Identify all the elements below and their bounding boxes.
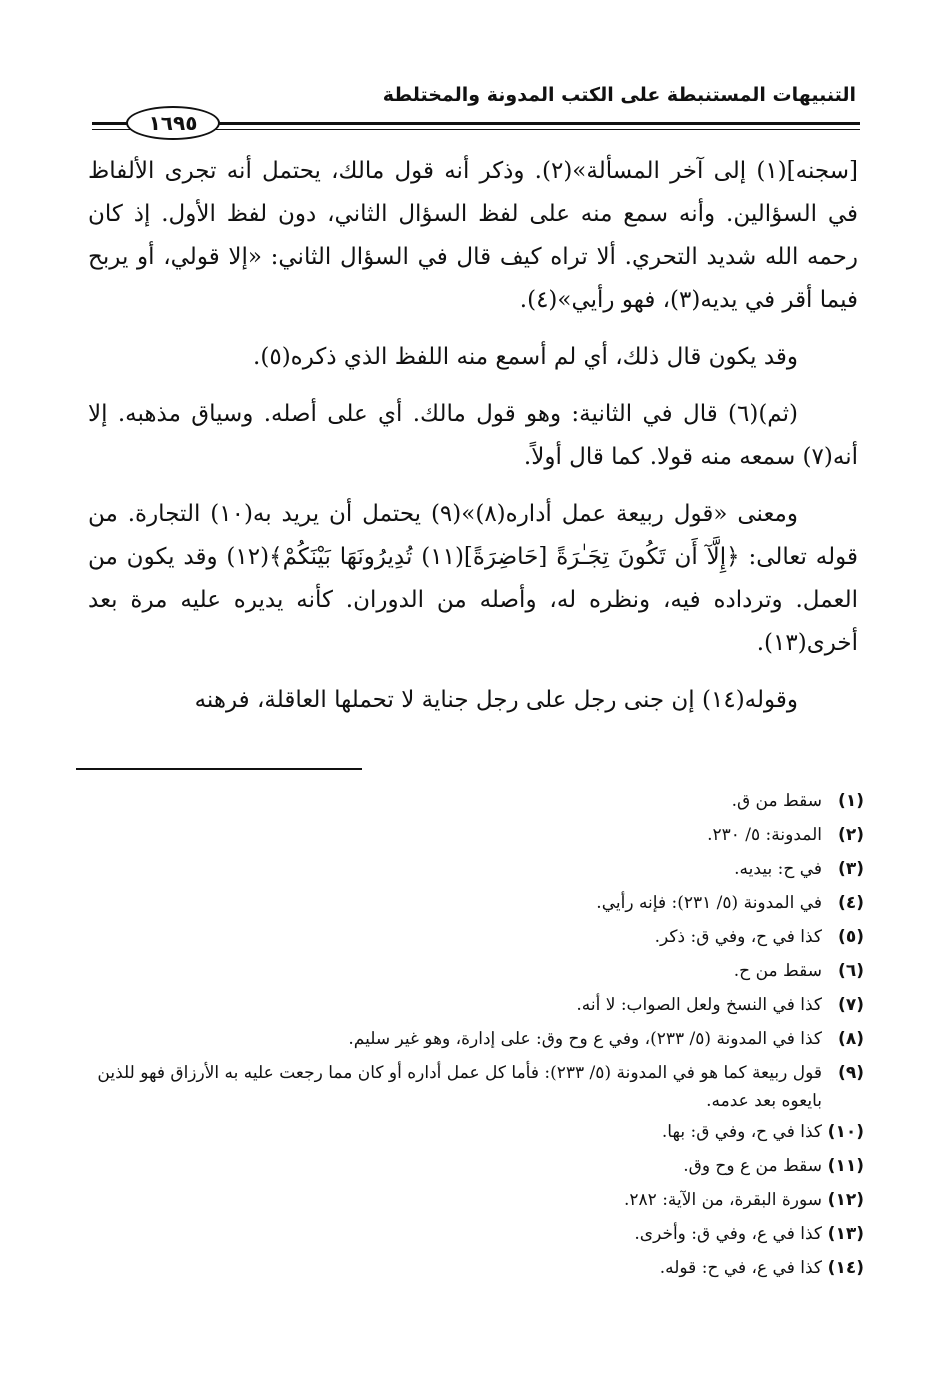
footnote-text: كذا في ح، وفي ق: ذكر. <box>654 927 822 947</box>
footnote-text: كذا في المدونة (٥/ ٢٣٣)، وفي ع وح وق: على إدارة، وهو غير سليم. <box>348 1029 822 1049</box>
footnote <box>90 988 864 1022</box>
footnote-number: (٣) <box>838 859 864 879</box>
footnote-number: (١١) <box>827 1156 864 1176</box>
footnote <box>90 818 864 852</box>
footnote-text: المدونة: ٥/ ٢٣٠. <box>707 825 822 845</box>
footnote <box>90 1251 864 1285</box>
footnote-text: سقط من ح. <box>733 961 822 981</box>
footnote-text: في المدونة (٥/ ٢٣١): فإنه رأيي. <box>596 893 822 913</box>
footnote-text: في ح: بيديه. <box>734 859 822 879</box>
main-text <box>88 150 858 722</box>
footnote-text: كذا في ع، في ح: قوله. <box>659 1258 822 1278</box>
footnote-number: (٢) <box>838 825 864 845</box>
footnote-text: سقط من ق. <box>731 791 822 811</box>
paragraph: وقوله(١٤) إن جنى رجل على رجل جناية لا تحملها العاقلة، فرهنه <box>194 687 798 713</box>
footnote-number: (٤) <box>838 893 864 913</box>
footnote-number: (١٢) <box>827 1190 864 1210</box>
footnote-number: (٥) <box>838 927 864 947</box>
footnote-number: (١) <box>838 791 864 811</box>
footnote-number: (١٣) <box>827 1224 864 1244</box>
footnote-number: (٨) <box>838 1029 864 1049</box>
footnote-number: (١٤) <box>827 1258 864 1278</box>
footnote-separator <box>76 768 362 770</box>
footnote-text: سقط من ع وح وق. <box>683 1156 822 1176</box>
footnote-number: (٦) <box>838 961 864 981</box>
footnote <box>90 784 864 818</box>
footnote <box>90 1056 864 1115</box>
footnote <box>90 1217 864 1251</box>
paragraph: ومعنى «قول ربيعة عمل أداره(٨)»(٩) يحتمل أن يريد به(١٠) التجارة. من قوله تعالى: ﴿إِلَّآ أَن تَكُونَ تِجَـٰرَةً [حَاضِرَةً](١١) تُدِيرُونَهَا بَيْنَكُمْ﴾(١٢) وقد يكون من العمل. وترداده فيه، ونظره له، وأصله من الدوران. كأنه يديره عليه مرة بعد أخرى(١٣). <box>88 501 858 656</box>
paragraph: (ثم)(٦) قال في الثانية: وهو قول مالك. أي على أصله. وسياق مذهبه. إلا أنه(٧) سمعه منه قولا. كما قال أولاً. <box>88 401 858 470</box>
footnote-text: كذا في ح، وفي ق: بها. <box>661 1122 822 1142</box>
footnote-number: (١٠) <box>827 1122 864 1142</box>
footnote <box>90 1183 864 1217</box>
footnote-text: قول ربيعة كما هو في المدونة (٥/ ٢٣٣): فأما كل عمل أداره أو كان مما رجعت عليه به الأرزاق فهو للذين بايعوه بعد عدمه. <box>97 1063 822 1111</box>
footnote-text: كذا في النسخ ولعل الصواب: لا أنه. <box>576 995 822 1015</box>
footnote-number: (٩) <box>838 1063 864 1083</box>
footnotes-list <box>90 784 864 1285</box>
footnote <box>90 1115 864 1149</box>
footnote <box>90 954 864 988</box>
paragraph: [سجنه](١) إلى آخر المسألة»(٢). وذكر أنه قول مالك، يحتمل أنه تجرى الألفاظ في السؤالين. وأنه سمع منه على لفظ السؤال الثاني، دون لفظ الأول. إذ كان رحمه الله شديد التحري. ألا تراه كيف قال في السؤال الثاني: «إلا قولي، أو يربح فيما أقر في يديه(٣)، فهو رأيي»(٤). <box>88 158 858 313</box>
footnote <box>90 1022 864 1056</box>
footnote <box>90 886 864 920</box>
paragraph: وقد يكون قال ذلك، أي لم أسمع منه اللفظ الذي ذكره(٥). <box>253 344 798 370</box>
footnote <box>90 920 864 954</box>
page-number: ١٦٩٥ <box>126 106 220 140</box>
footnote-text: سورة البقرة، من الآية: ٢٨٢. <box>623 1190 822 1210</box>
running-header-title: التنبيهات المستنبطة على الكتب المدونة والمختلطة <box>382 84 856 106</box>
footnote-text: كذا في ع، وفي ق: وأخرى. <box>634 1224 822 1244</box>
footnote-number: (٧) <box>838 995 864 1015</box>
footnote <box>90 1149 864 1183</box>
footnote <box>90 852 864 886</box>
